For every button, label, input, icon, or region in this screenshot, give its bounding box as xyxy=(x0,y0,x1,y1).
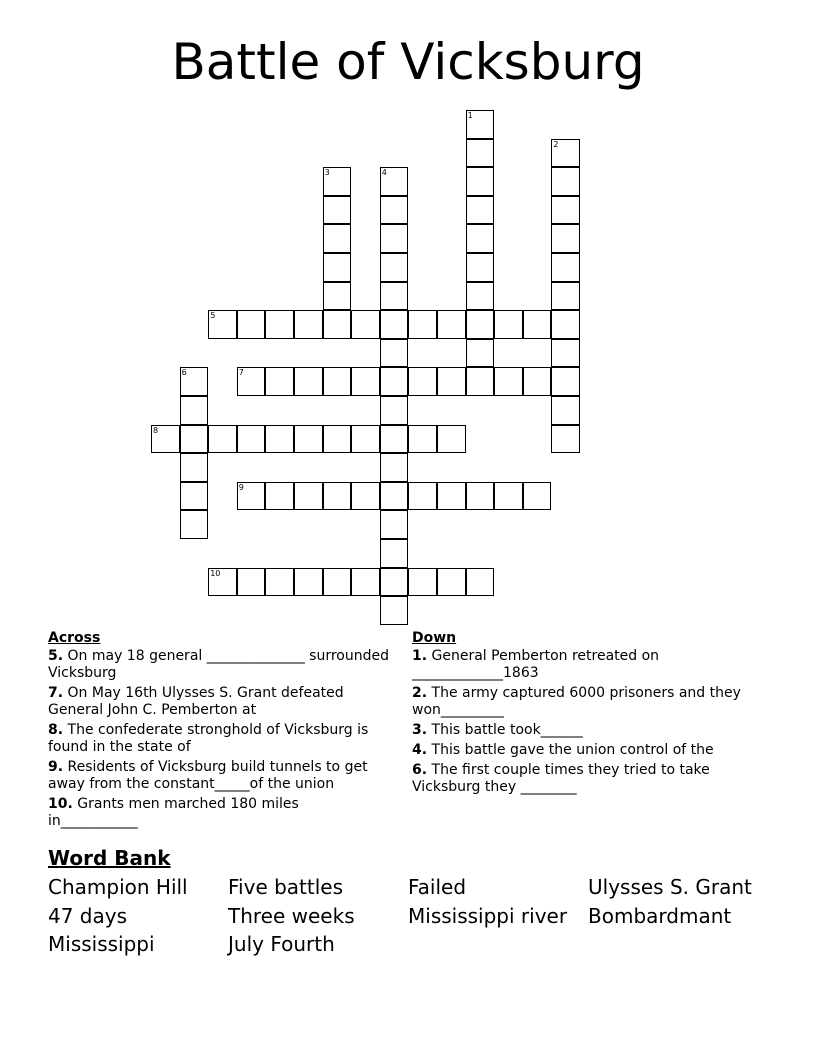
grid-cell[interactable] xyxy=(180,510,209,539)
grid-cell[interactable] xyxy=(380,510,409,539)
across-heading: Across xyxy=(48,630,101,646)
across-clue-8 xyxy=(48,722,393,756)
clue-number: 5. xyxy=(48,648,64,664)
grid-cell[interactable] xyxy=(294,425,323,454)
grid-cell[interactable] xyxy=(208,425,237,454)
grid-cell[interactable] xyxy=(523,367,552,396)
grid-cell[interactable] xyxy=(380,425,409,454)
grid-cell[interactable] xyxy=(437,310,466,339)
grid-cell[interactable] xyxy=(551,196,580,225)
grid-cell[interactable] xyxy=(437,425,466,454)
grid-cell[interactable] xyxy=(380,224,409,253)
grid-cell[interactable] xyxy=(294,482,323,511)
down-column xyxy=(412,628,757,799)
grid-cell[interactable] xyxy=(323,196,352,225)
grid-cell[interactable] xyxy=(180,453,209,482)
grid-cell[interactable] xyxy=(323,224,352,253)
word-bank-item: Five battles xyxy=(228,875,344,899)
grid-cell[interactable] xyxy=(551,139,580,168)
grid-cell[interactable] xyxy=(551,425,580,454)
grid-cell[interactable] xyxy=(551,224,580,253)
word-bank-item: Three weeks xyxy=(228,904,355,928)
clue-number-label: 3 xyxy=(324,168,330,178)
grid-cell[interactable] xyxy=(466,110,495,139)
clue-number-label: 8 xyxy=(153,425,159,435)
grid-cell[interactable] xyxy=(351,367,380,396)
grid-cell[interactable] xyxy=(265,425,294,454)
grid-cell[interactable] xyxy=(380,568,409,597)
grid-cell[interactable] xyxy=(151,425,180,454)
clue-text: General Pemberton retreated on _____________1863 xyxy=(412,648,660,681)
clue-text: On May 16th Ulysses S. Grant defeated General John C. Pemberton at xyxy=(48,685,344,718)
grid-cell[interactable] xyxy=(466,568,495,597)
grid-cell[interactable] xyxy=(466,196,495,225)
grid-cell[interactable] xyxy=(466,282,495,311)
down-clue-2 xyxy=(412,685,757,719)
grid-cell[interactable] xyxy=(323,425,352,454)
grid-cell[interactable] xyxy=(323,253,352,282)
grid-cell[interactable] xyxy=(351,310,380,339)
clue-text: Residents of Vicksburg build tunnels to get away from the constant_____of the union xyxy=(48,759,368,792)
clue-number: 2. xyxy=(412,685,428,701)
clue-number-label: 6 xyxy=(181,368,187,378)
across-column xyxy=(48,628,393,833)
grid-cell[interactable] xyxy=(408,568,437,597)
grid-cell[interactable] xyxy=(437,482,466,511)
down-heading: Down xyxy=(412,630,457,646)
grid-cell[interactable] xyxy=(180,367,209,396)
clue-number-label: 1 xyxy=(467,111,473,120)
grid-cell[interactable] xyxy=(180,425,209,454)
word-bank-item: Mississippi xyxy=(48,932,155,956)
grid-cell[interactable] xyxy=(380,453,409,482)
down-clue-3 xyxy=(412,722,757,739)
grid-cell[interactable] xyxy=(294,310,323,339)
grid-cell[interactable] xyxy=(551,310,580,339)
grid-cell[interactable] xyxy=(380,282,409,311)
clue-text: This battle took______ xyxy=(431,722,583,738)
grid-cell[interactable] xyxy=(237,367,266,396)
grid-cell[interactable] xyxy=(265,568,294,597)
grid-cell[interactable] xyxy=(551,282,580,311)
grid-cell[interactable] xyxy=(494,310,523,339)
clue-number: 8. xyxy=(48,722,64,738)
grid-cell[interactable] xyxy=(323,482,352,511)
clue-number-label: 9 xyxy=(238,482,244,492)
puzzle-title: Battle of Vicksburg xyxy=(171,33,645,91)
grid-cell[interactable] xyxy=(408,425,437,454)
grid-cell[interactable] xyxy=(265,482,294,511)
word-bank-item: Champion Hill xyxy=(48,875,188,899)
grid-cell[interactable] xyxy=(408,310,437,339)
clue-number-label: 2 xyxy=(553,139,559,149)
clue-text: The confederate stronghold of Vicksburg is found in the state of xyxy=(48,722,369,755)
grid-cell[interactable] xyxy=(265,310,294,339)
grid-cell[interactable] xyxy=(380,310,409,339)
clue-text: Grants men marched 180 miles in___________ xyxy=(48,796,299,829)
grid-cell[interactable] xyxy=(180,396,209,425)
clue-number-label: 4 xyxy=(381,168,387,178)
grid-cell[interactable] xyxy=(323,282,352,311)
grid-cell[interactable] xyxy=(523,482,552,511)
grid-cell[interactable] xyxy=(380,339,409,368)
grid-cell[interactable] xyxy=(323,568,352,597)
across-clue-7 xyxy=(48,685,393,719)
clue-number: 3. xyxy=(412,722,428,738)
grid-cell[interactable] xyxy=(551,253,580,282)
grid-cell[interactable] xyxy=(351,425,380,454)
grid-cell[interactable] xyxy=(466,482,495,511)
grid-cell[interactable] xyxy=(237,482,266,511)
grid-cell[interactable] xyxy=(494,482,523,511)
grid-cell[interactable] xyxy=(551,396,580,425)
grid-cell[interactable] xyxy=(380,196,409,225)
grid-cell[interactable] xyxy=(466,224,495,253)
clue-number: 4. xyxy=(412,742,428,758)
grid-cell[interactable] xyxy=(351,568,380,597)
down-clue-6 xyxy=(412,762,757,796)
word-bank-item: Ulysses S. Grant xyxy=(588,875,752,899)
grid-cell[interactable] xyxy=(237,425,266,454)
grid-cell[interactable] xyxy=(323,367,352,396)
across-clue-10 xyxy=(48,796,393,830)
clue-text: This battle gave the union control of the xyxy=(431,742,714,758)
grid-cell[interactable] xyxy=(294,367,323,396)
grid-cell[interactable] xyxy=(551,339,580,368)
word-bank-item: 47 days xyxy=(48,904,128,928)
grid-cell[interactable] xyxy=(466,167,495,196)
grid-cell[interactable] xyxy=(466,339,495,368)
across-clue-5 xyxy=(48,648,393,682)
grid-cell[interactable] xyxy=(466,367,495,396)
word-bank-item: Failed xyxy=(408,875,467,899)
clue-number: 6. xyxy=(412,762,428,778)
grid-cell[interactable] xyxy=(265,367,294,396)
grid-cell[interactable] xyxy=(466,310,495,339)
grid-cell[interactable] xyxy=(237,310,266,339)
clue-text: The first couple times they tried to take Vicksburg they ________ xyxy=(412,762,710,795)
clue-number-label: 5 xyxy=(210,311,216,321)
grid-cell[interactable] xyxy=(294,568,323,597)
grid-cell[interactable] xyxy=(237,568,266,597)
grid-cell[interactable] xyxy=(208,310,237,339)
word-bank-item: Mississippi river xyxy=(408,904,568,928)
grid-cell[interactable] xyxy=(323,310,352,339)
clue-number: 9. xyxy=(48,759,64,775)
grid-cell[interactable] xyxy=(323,167,352,196)
grid-cell[interactable] xyxy=(408,367,437,396)
clue-number-label: 7 xyxy=(238,368,244,378)
down-clue-4 xyxy=(412,742,757,759)
grid-cell[interactable] xyxy=(494,367,523,396)
clue-number-label: 10 xyxy=(210,568,221,578)
grid-cell[interactable] xyxy=(380,482,409,511)
grid-cell[interactable] xyxy=(380,396,409,425)
word-bank-item: Bombardmant xyxy=(588,904,732,928)
grid-cell[interactable] xyxy=(180,482,209,511)
grid-cell[interactable] xyxy=(437,367,466,396)
clue-number: 10. xyxy=(48,796,73,812)
grid-cell[interactable] xyxy=(466,139,495,168)
clue-number: 7. xyxy=(48,685,64,701)
grid-cell[interactable] xyxy=(380,539,409,568)
grid-cell[interactable] xyxy=(351,482,380,511)
grid-cell[interactable] xyxy=(466,253,495,282)
grid-cell[interactable] xyxy=(551,367,580,396)
clue-text: The army captured 6000 prisoners and they won_________ xyxy=(412,685,741,718)
grid-cell[interactable] xyxy=(523,310,552,339)
word-bank-item: July Fourth xyxy=(228,932,335,956)
grid-cell[interactable] xyxy=(380,167,409,196)
clue-number: 1. xyxy=(412,648,428,664)
grid-cell[interactable] xyxy=(437,568,466,597)
grid-cell[interactable] xyxy=(380,253,409,282)
grid-cell[interactable] xyxy=(551,167,580,196)
grid-cell[interactable] xyxy=(380,367,409,396)
grid-cell[interactable] xyxy=(208,568,237,597)
across-clue-9 xyxy=(48,759,393,793)
grid-cell[interactable] xyxy=(408,482,437,511)
word-bank-heading: Word Bank xyxy=(48,846,171,870)
grid-cell[interactable] xyxy=(380,596,409,625)
clue-text: On may 18 general ______________ surrounded Vicksburg xyxy=(48,648,390,681)
down-clue-1 xyxy=(412,648,757,682)
